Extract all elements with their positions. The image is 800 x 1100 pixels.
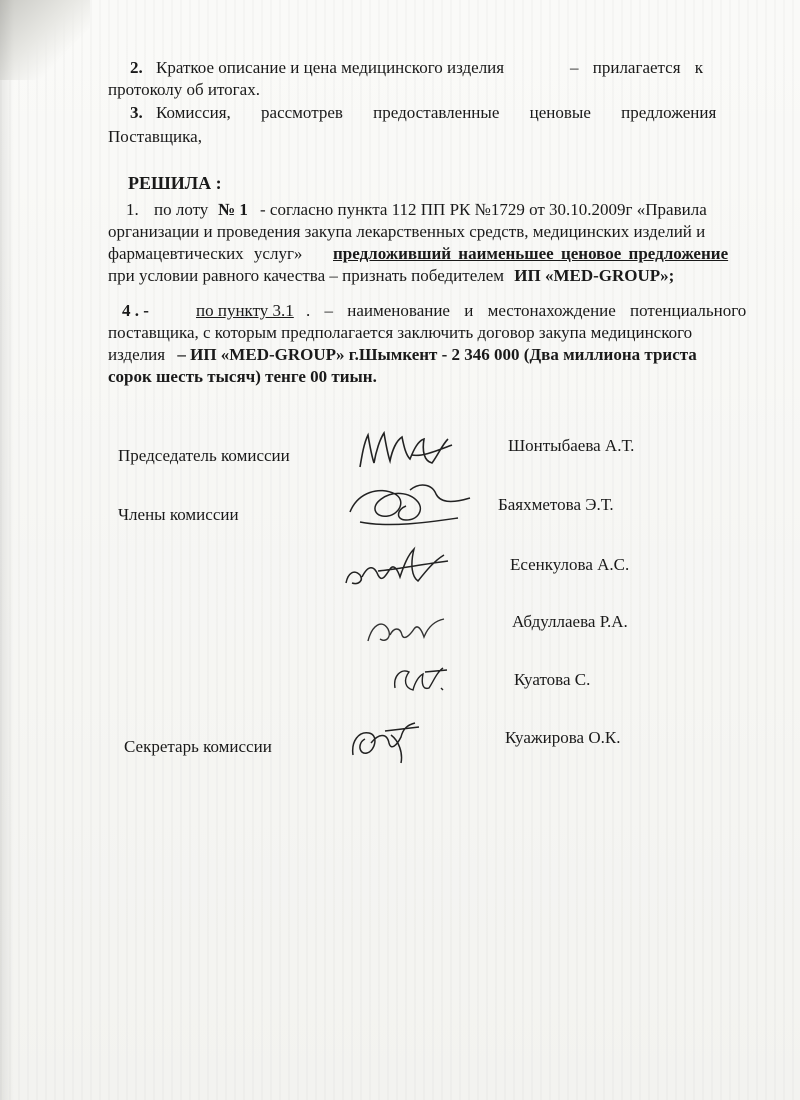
- decided-heading: РЕШИЛА :: [128, 173, 222, 193]
- paragraph-2-number: 2.: [130, 58, 143, 77]
- signatory-name-2: Баяхметова Э.Т.: [498, 495, 614, 514]
- decision-4-amount: сорок шесть тысяч) тенге 00 тиын.: [108, 367, 377, 386]
- decision-1-text-cont-2: фармацевтических услуг»: [108, 244, 303, 263]
- paragraph-3-text-cont: Поставщика,: [108, 127, 202, 146]
- members-label: Члены комиссии: [118, 505, 239, 524]
- decision-1-line-2: [108, 222, 723, 242]
- signature-member-2: [338, 535, 458, 595]
- signatory-name-1: Шонтыбаева А.Т.: [508, 436, 635, 455]
- decision-1-winner-criterion: предложивший наименьшее ценовое предложение: [333, 244, 729, 263]
- decision-1-lot-number: № 1: [218, 200, 248, 219]
- paragraph-3-number: 3.: [130, 103, 143, 122]
- decision-4-line-3: [108, 345, 723, 365]
- signature-secretary: [345, 713, 425, 768]
- signature-chair: [352, 425, 462, 475]
- decision-4-line-2: [108, 323, 723, 343]
- signatory-name-6: Куажирова О.К.: [505, 728, 621, 747]
- signature-member-4: [385, 658, 455, 698]
- paragraph-2-text: Краткое описание и цена медицинского изделия: [156, 58, 505, 77]
- decision-1-line-3: [108, 244, 729, 264]
- decision-4-reference: по пункту 3.1: [196, 301, 294, 320]
- secretary-label: Секретарь комиссии: [124, 737, 272, 756]
- decision-1-text: - согласно пункта 112 ПП РК №1729 от 30.10.2009г «Правила: [260, 200, 707, 219]
- decision-4-line-4: [108, 367, 723, 387]
- paragraph-2-text-tail: – прилагается к: [570, 58, 704, 77]
- paragraph-2-line-2: [108, 80, 723, 100]
- decision-1-lot: по лоту: [154, 200, 209, 219]
- decision-1-text-cont: организации и проведения закупа лекарственных средств, медицинских изделий и: [108, 222, 706, 241]
- chair-label: Председатель комиссии: [118, 446, 290, 465]
- paragraph-3-text: Комиссия, рассмотрев предоставленные ценовые предложения: [156, 103, 717, 122]
- decision-4-number: 4 . -: [122, 301, 149, 320]
- decision-1-line-4: [108, 266, 723, 286]
- decision-4-text: . – наименование и местонахождение потенциального: [306, 301, 747, 320]
- decision-4-text-cont: поставщика, с которым предполагается заключить договор закупа медицинского: [108, 323, 693, 342]
- signatory-name-5: Куатова С.: [514, 670, 591, 689]
- page-edge-shadow: [0, 0, 14, 1100]
- decision-1-winner: ИП «MED-GROUP»;: [514, 266, 675, 285]
- decision-4-text-cont-2: изделия: [108, 345, 166, 364]
- paragraph-2-text-cont: протоколу об итогах.: [108, 80, 260, 99]
- decision-1-text-cont-3: при условии равного качества – признать победителем: [108, 266, 505, 285]
- paragraph-3-line-2: [108, 127, 723, 147]
- signatory-name-4: Абдуллаева Р.А.: [512, 612, 628, 631]
- decision-1-number: 1.: [126, 200, 139, 219]
- signatory-name-3: Есенкулова А.С.: [510, 555, 630, 574]
- signature-member-3: [360, 605, 450, 650]
- decision-4-supplier: – ИП «MED-GROUP» г.Шымкент - 2 346 000 (Два миллиона триста: [177, 345, 697, 364]
- signature-member-1: [340, 472, 490, 532]
